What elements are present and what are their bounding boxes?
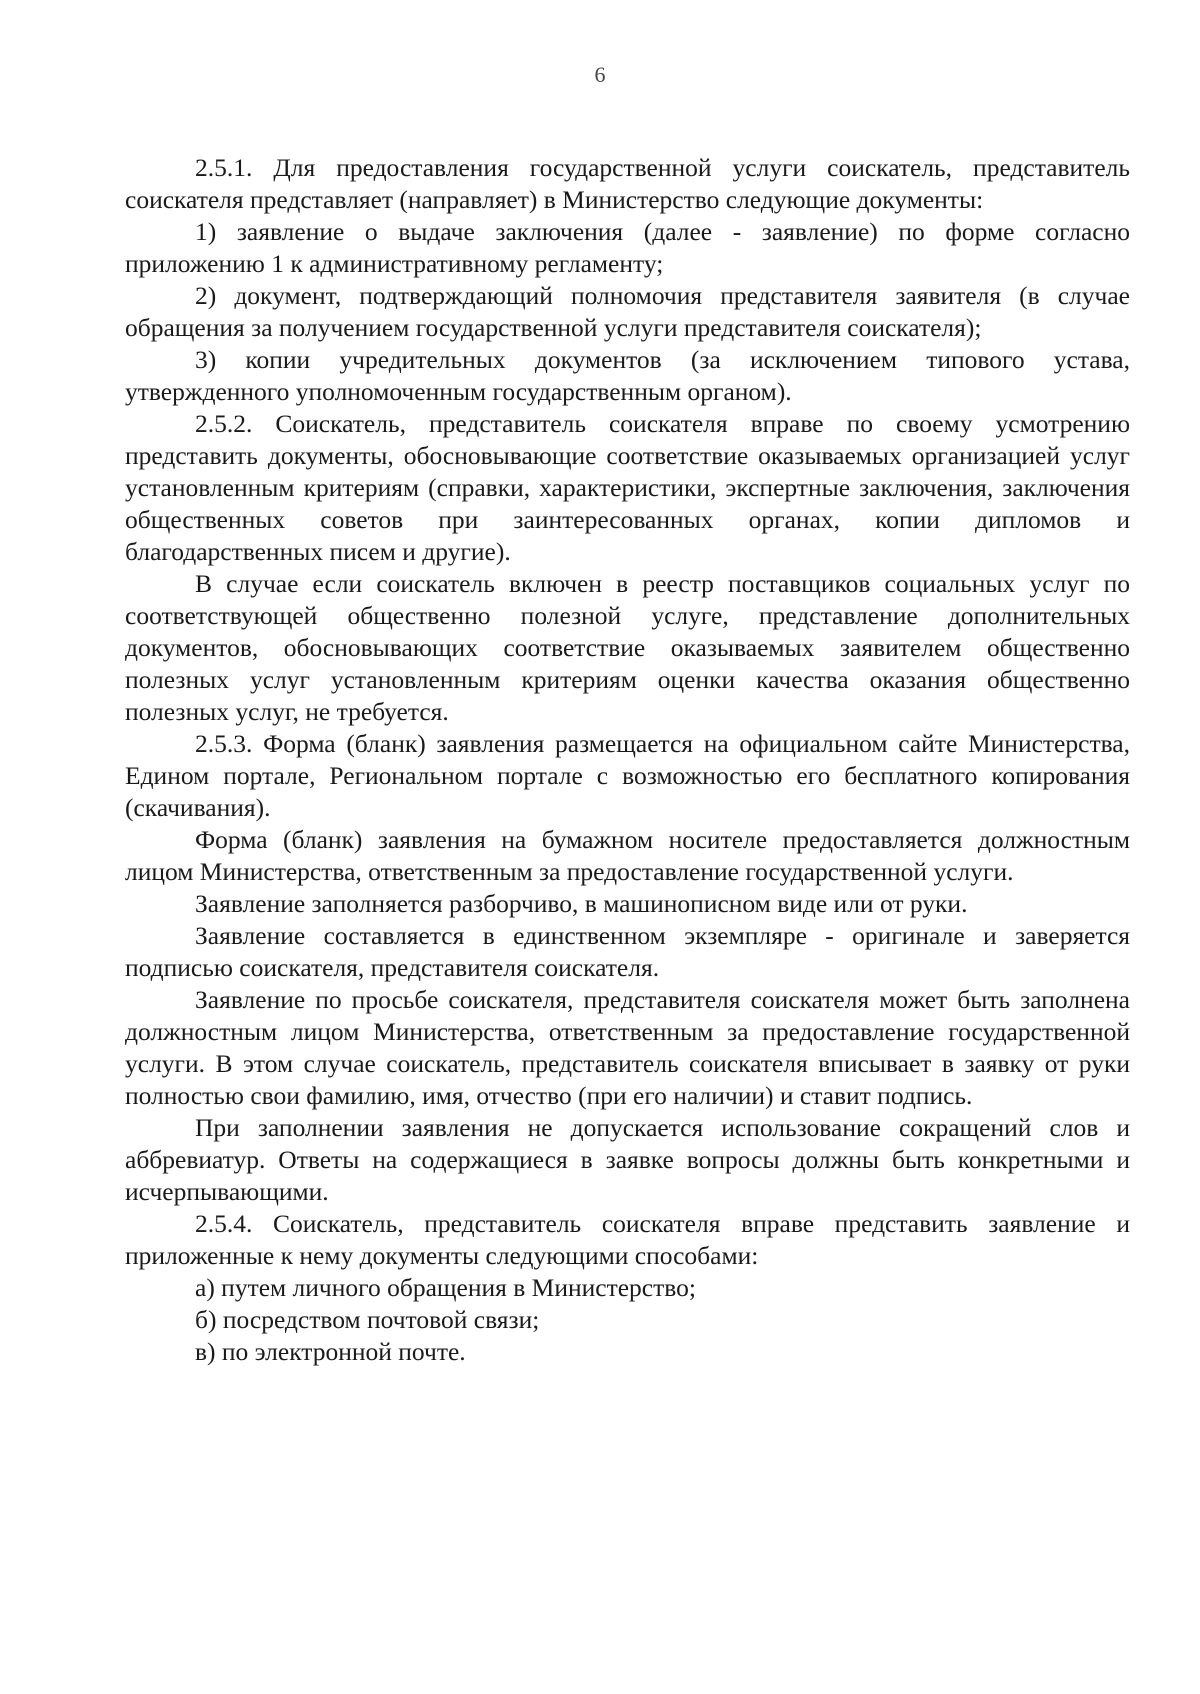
document-body (125, 152, 1130, 1368)
list-item-2: 2) документ, подтверждающий полномочия представителя заявителя (в случае обращения за получением государственной услуги представителя соискателя); (125, 281, 1130, 342)
list-item-1: 1) заявление о выдаче заключения (далее - заявление) по форме согласно приложению 1 к административному регламенту; (125, 217, 1130, 278)
paragraph-2-5-1: 2.5.1. Для предоставления государственной услуги соискатель, представитель соискателя представляет (направляет) в Министерство следующие документы: (125, 153, 1130, 214)
paragraph-registry-case: В случае если соискатель включен в реестр поставщиков социальных услуг по соответствующей общественно полезной услуге, представление дополнительных документов, обосновывающих соответствие оказываемых заявителем общественно полезных услуг установленным критериям оценки качества оказания общественно полезных услуг, не требуется. (125, 569, 1130, 726)
paragraph-fill-legibly: Заявление заполняется разборчиво, в машинописном виде или от руки. (195, 889, 968, 918)
page-number: 6 (594, 62, 606, 87)
list-item-v: в) по электронной почте. (195, 1337, 466, 1366)
list-item-a: а) путем личного обращения в Министерство; (195, 1273, 696, 1302)
paragraph-2-5-2: 2.5.2. Соискатель, представитель соискателя вправе по своему усмотрению представить документы, обосновывающие соответствие оказываемых организацией услуг установленным критериям (справки, характеристики, экспертные заключения, заключения общественных советов при заинтересованных органах, копии дипломов и благодарственных писем и другие). (125, 409, 1130, 566)
paragraph-filled-by-official: Заявление по просьбе соискателя, представителя соискателя может быть заполнена должностным лицом Министерства, ответственным за предоставление государственной услуги. В этом случае соискатель, представитель соискателя вписывает в заявку от руки полностью свои фамилию, имя, отчество (при его наличии) и ставит подпись. (125, 985, 1130, 1110)
list-item-b: б) посредством почтовой связи; (195, 1305, 540, 1334)
paragraph-2-5-3: 2.5.3. Форма (бланк) заявления размещается на официальном сайте Министерства, Едином портале, Региональном портале с возможностью его бесплатного копирования (скачивания). (125, 729, 1130, 822)
paragraph-no-abbreviations: При заполнении заявления не допускается использование сокращений слов и аббревиатур. Ответы на содержащиеся в заявке вопросы должны быть конкретными и исчерпывающими. (125, 1113, 1130, 1206)
paragraph-2-5-4: 2.5.4. Соискатель, представитель соискателя вправе представить заявление и приложенные к нему документы следующими способами: (125, 1209, 1130, 1270)
list-item-3: 3) копии учредительных документов (за исключением типового устава, утвержденного уполномоченным государственным органом). (125, 345, 1130, 406)
paragraph-single-copy: Заявление составляется в единственном экземпляре - оригинале и заверяется подписью соискателя, представителя соискателя. (125, 921, 1130, 982)
paragraph-paper-form: Форма (бланк) заявления на бумажном носителе предоставляется должностным лицом Министерства, ответственным за предоставление государственной услуги. (125, 825, 1130, 886)
